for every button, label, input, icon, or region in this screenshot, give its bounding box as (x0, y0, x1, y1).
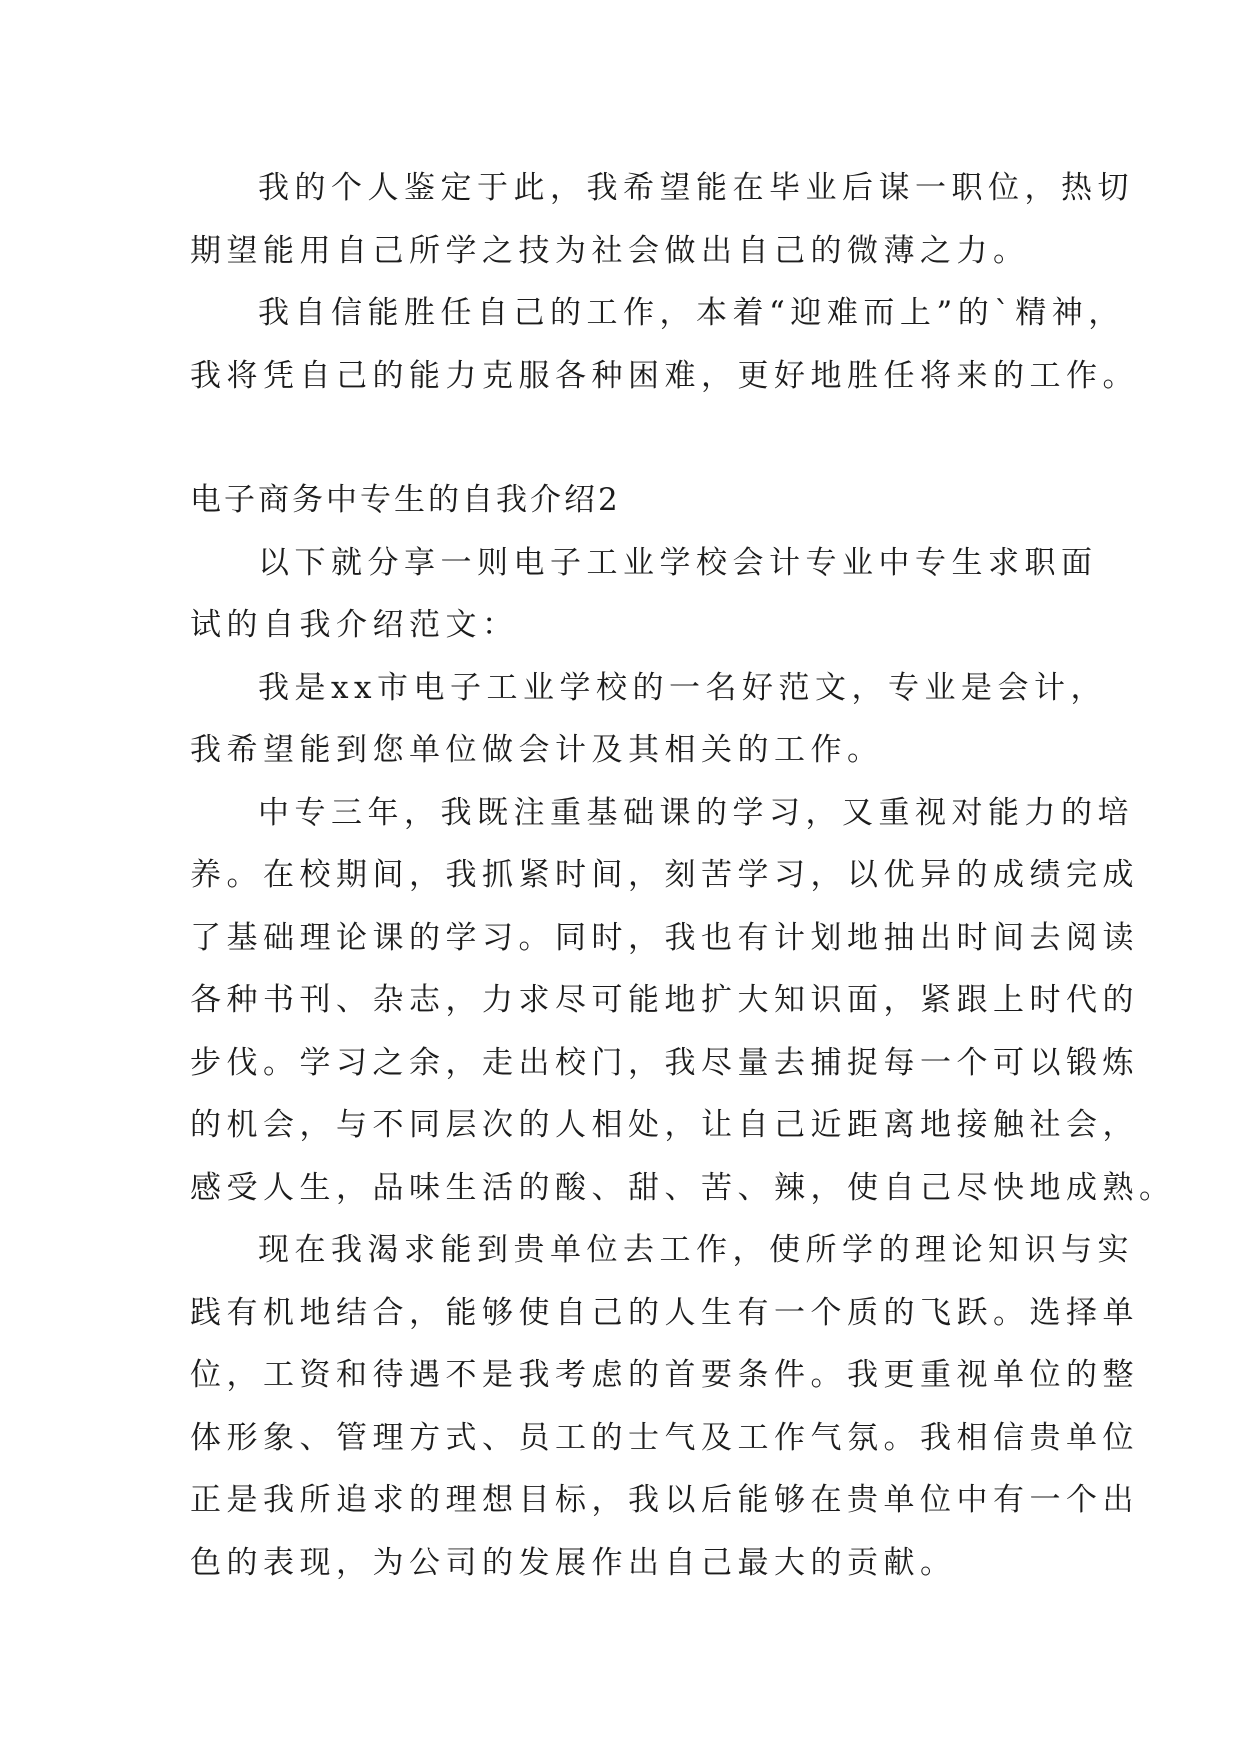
text-line: 位，工资和待遇不是我考虑的首要条件。我更重视单位的整 (190, 1357, 1139, 1393)
paragraph-intro (190, 532, 1098, 657)
text-line: 我是xx市电子工业学校的一名好范文，专业是会计， (258, 669, 1107, 706)
paragraph-identity (190, 657, 1107, 782)
text-line: 中专三年，我既注重基础课的学习，又重视对能力的培 (258, 794, 1134, 831)
paragraph-career-goal (190, 1219, 1139, 1594)
text-line: 正是我所追求的理想目标，我以后能够在贵单位中有一个出 (190, 1482, 1139, 1518)
text-line: 体形象、管理方式、员工的士气及工作气氛。我相信贵单位 (190, 1419, 1139, 1456)
paragraph-personal-appraisal (190, 157, 1134, 282)
text-line: 步伐。学习之余，走出校门，我尽量去捕捉每一个可以锻炼 (190, 1044, 1139, 1081)
text-line: 现在我渴求能到贵单位去工作，使所学的理论知识与实 (258, 1232, 1134, 1268)
text-line: 了基础理论课的学习。同时，我也有计划地抽出时间去阅读 (190, 919, 1139, 956)
document-body (190, 157, 1176, 1594)
text-line: 感受人生，品味生活的酸、甜、苦、辣，使自己尽快地成熟。 (190, 1169, 1176, 1206)
text-line: 色的表现，为公司的发展作出自己最大的贡献。 (190, 1544, 957, 1581)
paragraph-study-experience (190, 782, 1176, 1220)
paragraph-self-confidence (190, 282, 1139, 407)
text-line: 试的自我介绍范文： (190, 607, 519, 643)
text-line: 践有机地结合，能够使自己的人生有一个质的飞跃。选择单 (190, 1294, 1139, 1331)
text-line: 的机会，与不同层次的人相处，让自己近距离地接触社会， (190, 1107, 1139, 1143)
text-line: 各种书刊、杂志，力求尽可能地扩大知识面，紧跟上时代的 (190, 982, 1139, 1018)
text-line: 期望能用自己所学之技为社会做出自己的微薄之力。 (190, 232, 1030, 269)
section-spacer (190, 407, 1052, 469)
text-line: 我的个人鉴定于此，我希望能在毕业后谋一职位，热切 (258, 170, 1134, 206)
text-line: 以下就分享一则电子工业学校会计专业中专生求职面 (258, 544, 1098, 581)
text-line: 我希望能到您单位做会计及其相关的工作。 (190, 732, 884, 768)
text-line: 养。在校期间，我抓紧时间，刻苦学习，以优异的成绩完成 (190, 857, 1139, 893)
section-heading: 电子商务中专生的自我介绍2 (190, 482, 621, 518)
text-line: 我自信能胜任自己的工作，本着“迎难而上”的`精神， (258, 295, 1125, 331)
text-line: 我将凭自己的能力克服各种困难，更好地胜任将来的工作。 (190, 357, 1139, 394)
